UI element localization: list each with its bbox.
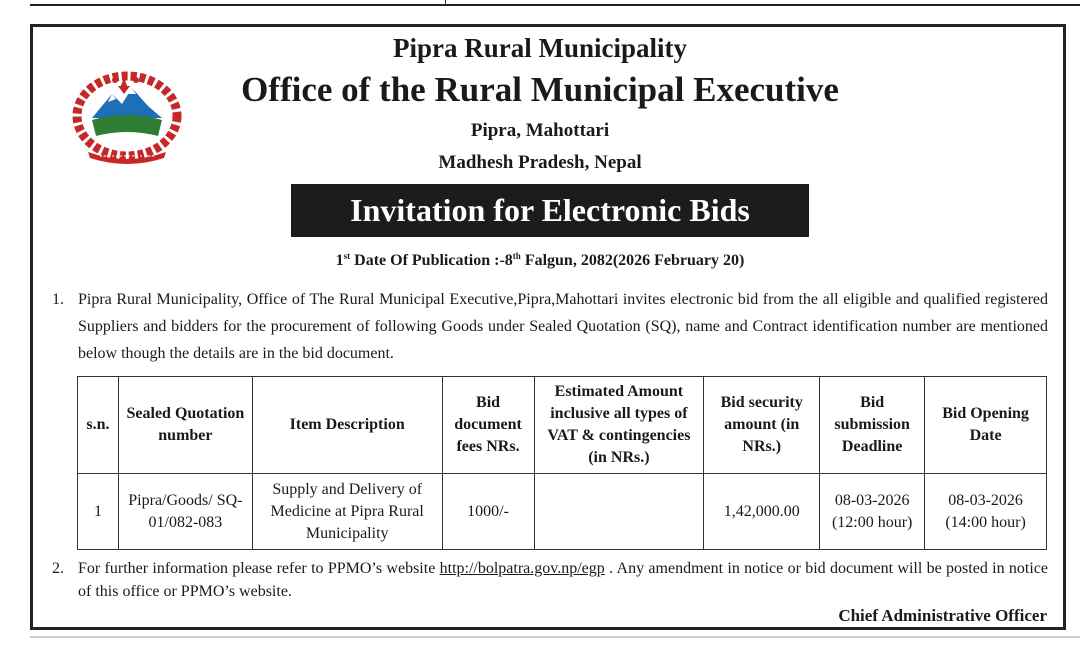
- ppmo-website-link[interactable]: http://bolpatra.gov.np/egp: [439, 560, 605, 577]
- paragraph-1-text: Pipra Rural Municipality, Office of The Rural Municipal Executive,Pipra,Mahottari invites electronic bid from the all eligible and qualified registered Suppliers and bidders for the procurement of following Goods under Sealed Quotation (SQ), name and Contract identification number are mentioned below though the details are in the bid document.: [78, 291, 1048, 362]
- top-column-tick: [445, 0, 446, 4]
- office-title: Office of the Rural Municipal Executive: [241, 70, 839, 109]
- publication-date: [0, 251, 1080, 270]
- column-header: Sealed Quotation number: [118, 377, 252, 474]
- bid-table: [77, 376, 1047, 550]
- submission-time: (12:00 hour): [831, 513, 913, 531]
- column-header: Bid submission Deadline: [820, 377, 925, 474]
- paragraph-2-text: [78, 557, 1048, 603]
- cell-submission-deadline: [820, 474, 925, 550]
- paragraph-1: [52, 286, 1048, 367]
- paragraph-2-tail: . Any amendment in notice or bid document will be posted in notice of this office or PPMO’s website.: [78, 560, 1049, 600]
- paragraph-2-number: 2.: [52, 560, 64, 577]
- cell-opening-date: [925, 474, 1047, 550]
- municipality-name: Pipra Rural Municipality: [392, 33, 687, 63]
- pub-date-label: Date Of Publication :-8: [350, 252, 513, 269]
- column-header: Item Description: [252, 377, 442, 474]
- opening-time: (14:00 hour): [945, 513, 1026, 531]
- office-location: Pipra, Mahottari: [470, 120, 610, 141]
- cell-doc-fee: 1000/-: [442, 474, 534, 550]
- province-line: Madhesh Pradesh, Nepal: [438, 152, 642, 173]
- cell-bid-security: 1,42,000.00: [704, 474, 820, 550]
- pub-date-day-suffix: th: [512, 251, 521, 261]
- cell-description: Supply and Delivery of Medicine at Pipra Rural Municipality: [252, 474, 442, 550]
- notice-title-banner: Invitation for Electronic Bids: [291, 184, 809, 237]
- pub-date-ordinal-suffix: st: [343, 251, 351, 261]
- table-row: [78, 474, 1047, 550]
- column-header: Bid Opening Date: [925, 377, 1047, 474]
- column-header: Bid document fees NRs.: [442, 377, 534, 474]
- column-header: Estimated Amount inclusive all types of VAT & contingencies (in NRs.): [534, 377, 704, 474]
- cell-estimated-amount: [534, 474, 704, 550]
- submission-date: 08-03-2026: [834, 491, 910, 509]
- cell-sq-number: Pipra/Goods/ SQ-01/082-083: [118, 474, 252, 550]
- top-page-rule: [30, 4, 1080, 6]
- pub-date-value: Falgun, 2082(2026 February 20): [520, 252, 745, 269]
- column-header: s.n.: [78, 377, 119, 474]
- column-header: Bid security amount (in NRs.): [704, 377, 820, 474]
- bottom-page-rule: [30, 636, 1080, 638]
- signatory-title: Chief Administrative Officer: [838, 606, 1047, 625]
- opening-date: 08-03-2026: [948, 491, 1023, 509]
- paragraph-2-lead: For further information please refer to PPMO’s website: [78, 560, 440, 577]
- pub-date-ordinal: 1: [335, 252, 344, 269]
- paragraph-1-number: 1.: [52, 291, 64, 308]
- paragraph-2: [52, 557, 1048, 603]
- cell-sn: 1: [78, 474, 119, 550]
- table-header-row: [78, 377, 1047, 474]
